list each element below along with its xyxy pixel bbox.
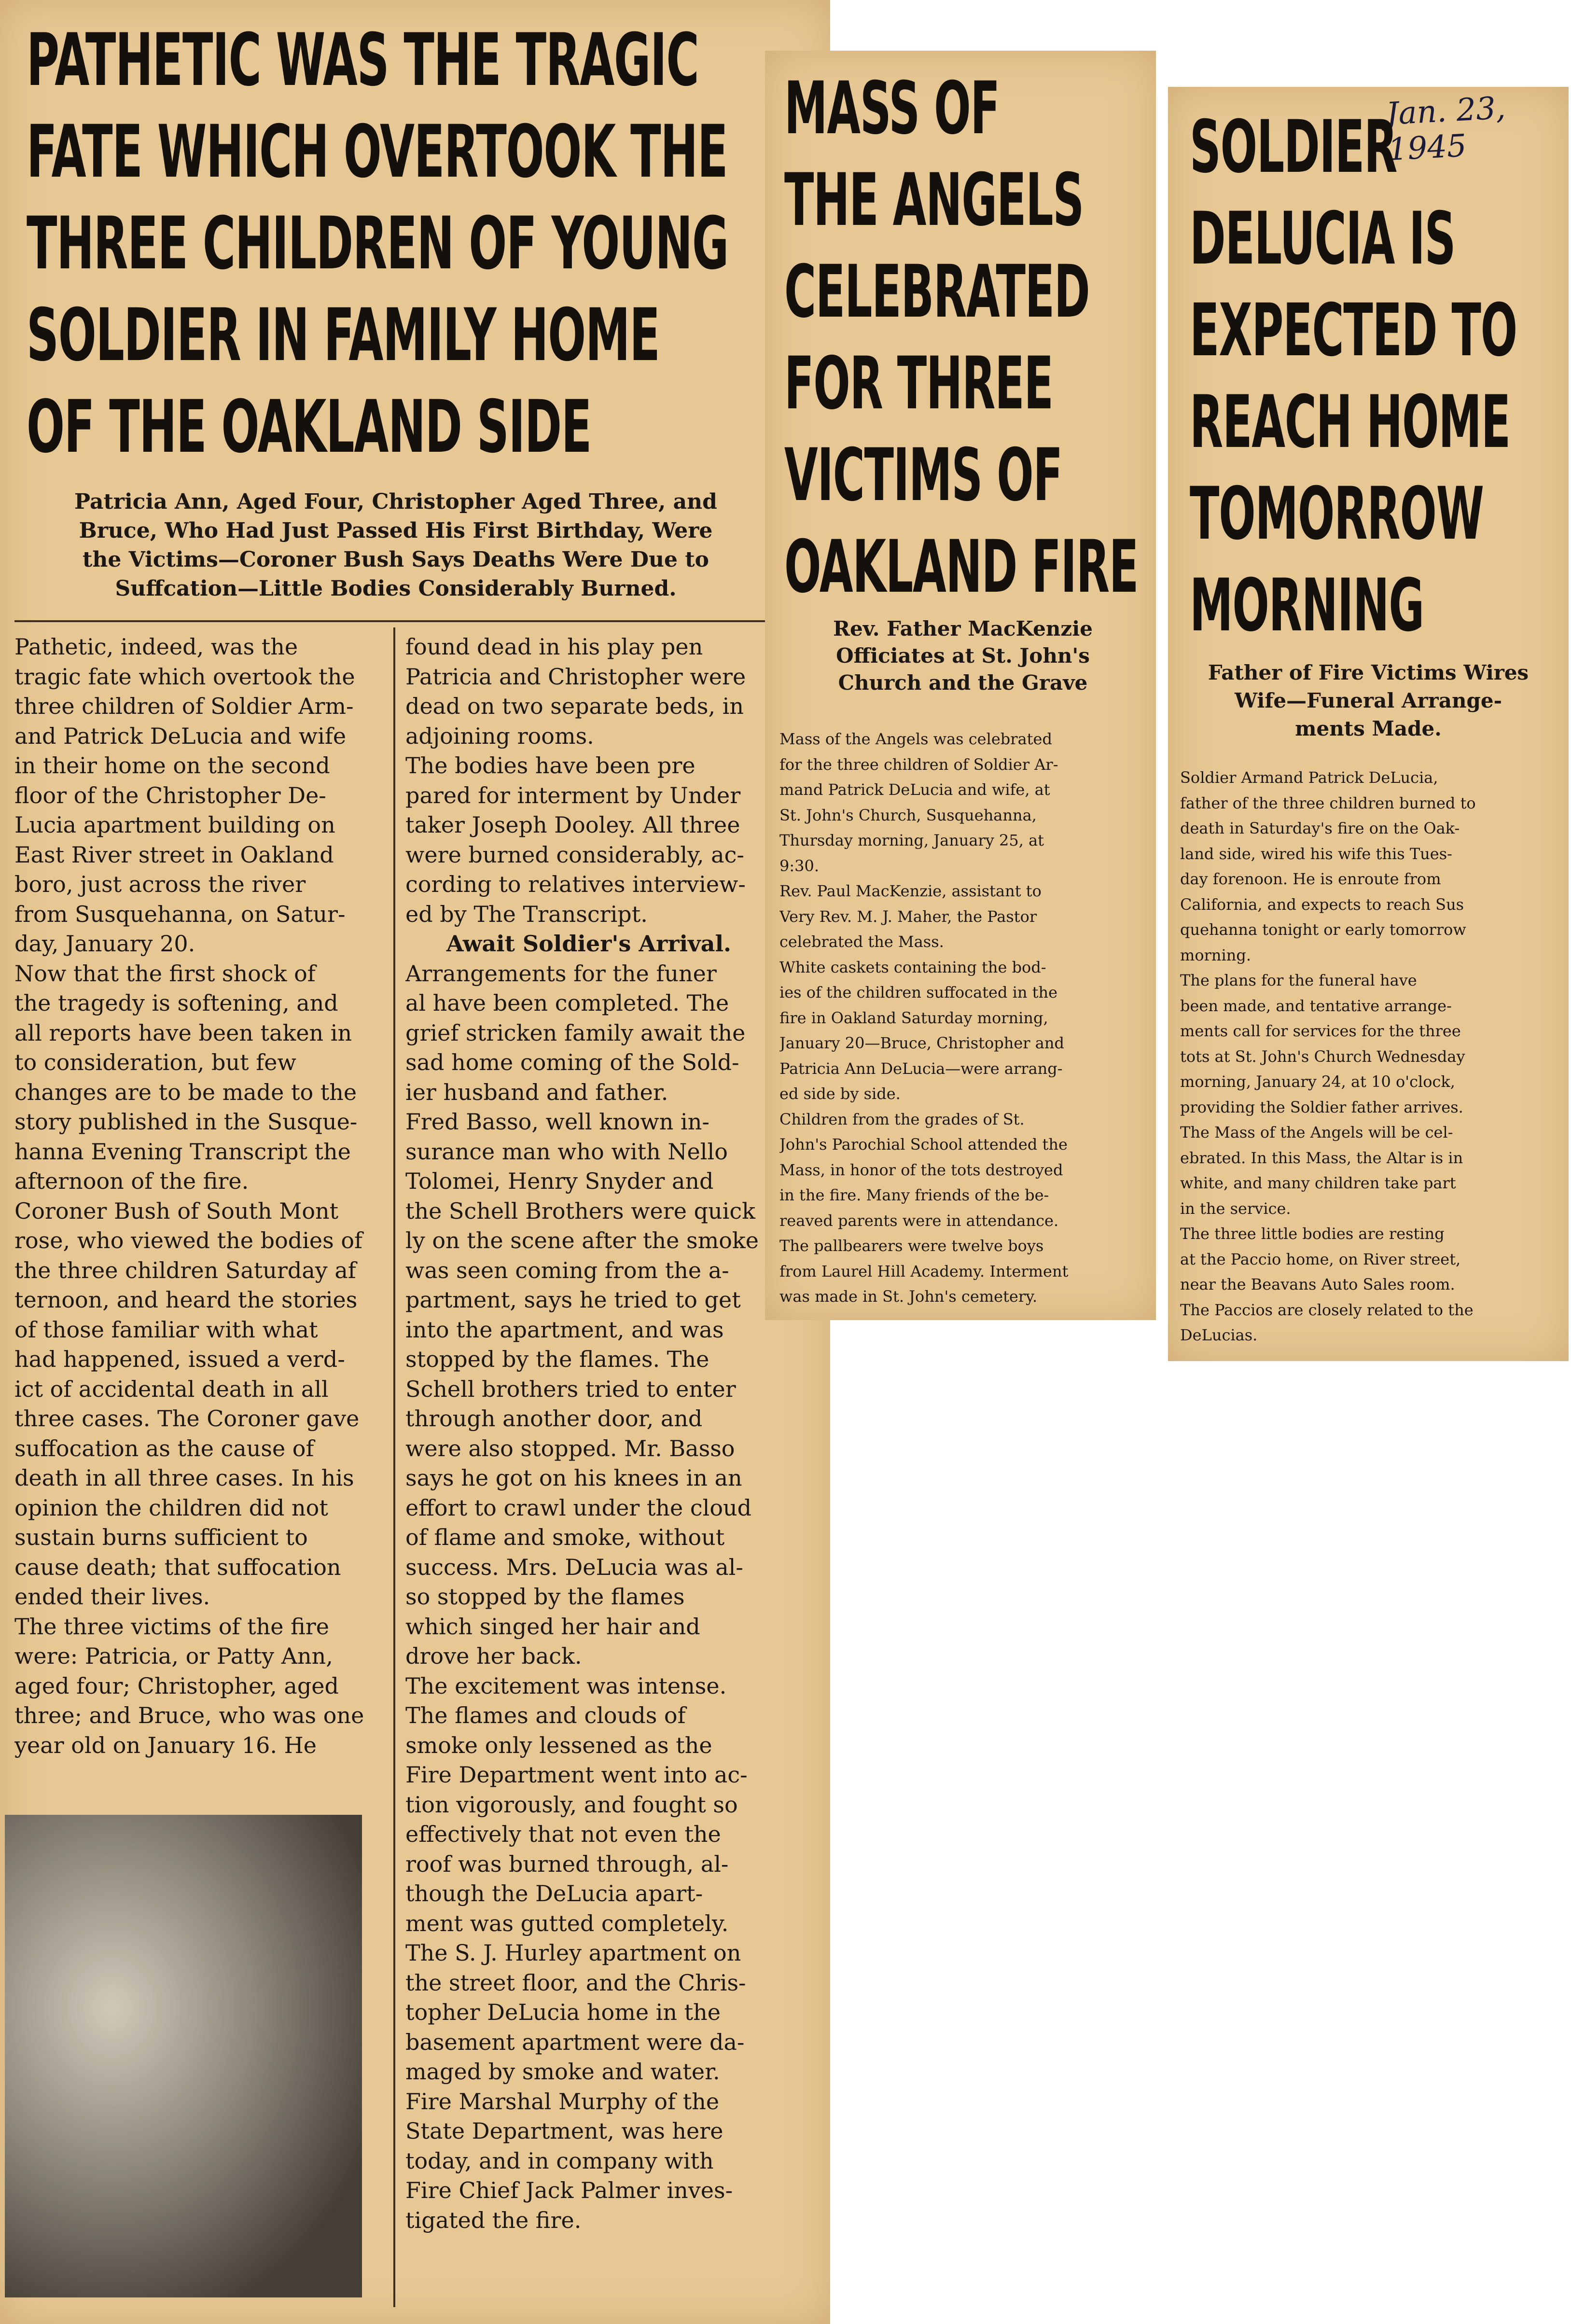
article-1-headline bbox=[27, 18, 729, 483]
newspaper-photo bbox=[5, 1815, 362, 2297]
body-line: State Department, was here bbox=[405, 2118, 723, 2144]
body-line: from Laurel Hill Academy. Interment bbox=[779, 1262, 1069, 1280]
body-line: tragic fate which overtook the bbox=[14, 663, 355, 690]
body-line: Coroner Bush of South Mont bbox=[14, 1197, 339, 1224]
body-line: sustain burns sufficient to bbox=[14, 1524, 308, 1550]
body-line: Thursday morning, January 25, at bbox=[779, 831, 1044, 849]
body-line: Tolomei, Henry Snyder and bbox=[405, 1168, 714, 1194]
body-line: ier husband and father. bbox=[405, 1079, 668, 1105]
body-line: had happened, issued a verd- bbox=[14, 1346, 345, 1372]
body-line: stopped by the flames. The bbox=[405, 1346, 709, 1372]
body-line: the Schell Brothers were quick bbox=[405, 1197, 756, 1224]
body-line: the street floor, and the Chris- bbox=[405, 1969, 746, 1996]
body-line: The three little bodies are resting bbox=[1180, 1225, 1445, 1243]
article-1-deck bbox=[29, 487, 763, 603]
body-line: The S. J. Hurley apartment on bbox=[405, 1940, 741, 1966]
body-line: Rev. Paul MacKenzie, assistant to bbox=[779, 882, 1042, 900]
body-line: death in all three cases. In his bbox=[14, 1465, 354, 1491]
deck-line: Patricia Ann, Aged Four, Christopher Aged Three, and bbox=[74, 489, 717, 514]
body-line: effort to crawl under the cloud bbox=[405, 1494, 752, 1521]
body-line: opinion the children did not bbox=[14, 1494, 328, 1521]
article-3-headline bbox=[1190, 105, 1517, 661]
body-line: John's Parochial School attended the bbox=[779, 1135, 1068, 1154]
body-line: The Paccios are closely related to the bbox=[1180, 1300, 1474, 1319]
body-line: in their home on the second bbox=[14, 752, 330, 779]
headline-line: VICTIMS OF bbox=[784, 433, 1062, 517]
body-line: Fire Marshal Murphy of the bbox=[405, 2088, 720, 2115]
body-line: all reports have been taken in bbox=[14, 1019, 352, 1046]
body-line: found dead in his play pen bbox=[405, 634, 703, 660]
body-line: Pathetic, indeed, was the bbox=[14, 634, 298, 660]
body-line: dead on two separate beds, in bbox=[405, 693, 744, 719]
body-line: ed side by side. bbox=[779, 1085, 901, 1103]
body-line: mand Patrick DeLucia and wife, at bbox=[779, 780, 1050, 799]
deck-line: Church and the Grave bbox=[838, 671, 1088, 695]
body-line: day forenoon. He is enroute from bbox=[1180, 870, 1441, 888]
body-line: Fire Chief Jack Palmer inves- bbox=[405, 2177, 733, 2203]
article-1-column-2 bbox=[405, 632, 772, 2235]
body-line: St. John's Church, Susquehanna, bbox=[779, 806, 1037, 824]
body-line: grief stricken family await the bbox=[405, 1019, 746, 1046]
body-line: floor of the Christopher De- bbox=[14, 782, 326, 808]
body-line: morning. bbox=[1180, 946, 1251, 964]
body-line: White caskets containing the bod- bbox=[779, 958, 1046, 976]
body-line: Now that the first shock of bbox=[14, 960, 316, 987]
body-line: Lucia apartment building on bbox=[14, 812, 335, 838]
body-line: maged by smoke and water. bbox=[405, 2059, 720, 2085]
body-line: basement apartment were da- bbox=[405, 2029, 745, 2055]
body-line: The excitement was intense. bbox=[405, 1672, 727, 1699]
body-line: the tragedy is softening, and bbox=[14, 990, 338, 1016]
body-line: Fred Basso, well known in- bbox=[405, 1109, 709, 1135]
column-rule bbox=[393, 627, 395, 2307]
headline-line: FATE WHICH OVERTOOK THE bbox=[27, 110, 728, 194]
body-line: been made, and tentative arrange- bbox=[1180, 996, 1452, 1015]
body-line: ended their lives. bbox=[14, 1584, 210, 1610]
body-line: ies of the children suffocated in the bbox=[779, 983, 1058, 1002]
headline-line: EXPECTED TO bbox=[1190, 289, 1517, 373]
body-line: ments call for services for the three bbox=[1180, 1022, 1461, 1040]
body-line: in the fire. Many friends of the be- bbox=[779, 1186, 1049, 1204]
headline-line: TOMORROW bbox=[1190, 472, 1484, 556]
body-line: Patricia Ann DeLucia—were arrang- bbox=[779, 1059, 1063, 1078]
body-line: ternoon, and heard the stories bbox=[14, 1287, 358, 1313]
headline-line: DELUCIA IS bbox=[1190, 197, 1456, 281]
body-line: were also stopped. Mr. Basso bbox=[405, 1435, 735, 1461]
body-line: surance man who with Nello bbox=[405, 1138, 728, 1165]
headline-line: CELEBRATED bbox=[784, 250, 1090, 334]
body-line: success. Mrs. DeLucia was al- bbox=[405, 1554, 743, 1580]
article-3-deck bbox=[1178, 659, 1559, 743]
body-line: Schell brothers tried to enter bbox=[405, 1376, 736, 1402]
body-line: aged four; Christopher, aged bbox=[14, 1672, 339, 1699]
handwritten-date: Jan. 23, 1945 bbox=[1385, 90, 1507, 168]
body-line: hanna Evening Transcript the bbox=[14, 1138, 351, 1165]
body-line: taker Joseph Dooley. All three bbox=[405, 812, 740, 838]
headline-line: THREE CHILDREN OF YOUNG bbox=[27, 202, 729, 286]
body-line: The Mass of the Angels will be cel- bbox=[1180, 1123, 1453, 1141]
body-line: into the apartment, and was bbox=[405, 1316, 724, 1343]
body-line: pared for interment by Under bbox=[405, 782, 741, 808]
body-line: morning, January 24, at 10 o'clock, bbox=[1180, 1072, 1455, 1091]
body-line: from Susquehanna, on Satur- bbox=[14, 901, 346, 927]
body-line: through another door, and bbox=[405, 1406, 703, 1432]
body-line: at the Paccio home, on River street, bbox=[1180, 1250, 1461, 1268]
body-line: roof was burned through, al- bbox=[405, 1851, 729, 1877]
body-line: partment, says he tried to get bbox=[405, 1287, 741, 1313]
body-line: reaved parents were in attendance. bbox=[779, 1211, 1059, 1230]
body-line: quehanna tonight or early tomorrow bbox=[1180, 920, 1466, 939]
body-line: ict of accidental death in all bbox=[14, 1376, 329, 1402]
body-line: smoke only lessened as the bbox=[405, 1732, 712, 1758]
headline-line: MORNING bbox=[1190, 564, 1424, 648]
body-line: The pallbearers were twelve boys bbox=[779, 1237, 1044, 1255]
body-line: 9:30. bbox=[779, 856, 820, 875]
headline-line: PATHETIC WAS THE TRAGIC bbox=[27, 18, 699, 102]
body-line: were burned considerably, ac- bbox=[405, 841, 744, 868]
deck-line: Wife—Funeral Arrange- bbox=[1234, 689, 1502, 712]
deck-line: Bruce, Who Had Just Passed His First Birthday, Were bbox=[79, 518, 713, 543]
body-line: and Patrick DeLucia and wife bbox=[14, 723, 347, 749]
body-line: drove her back. bbox=[405, 1643, 582, 1669]
body-line: Children from the grades of St. bbox=[779, 1110, 1025, 1128]
subheading: Await Soldier's Arrival. bbox=[446, 931, 732, 957]
body-line: suffocation as the cause of bbox=[14, 1435, 314, 1461]
body-line: California, and expects to reach Sus bbox=[1180, 895, 1464, 914]
headline-line: THE ANGELS bbox=[784, 158, 1084, 242]
body-line: says he got on his knees in an bbox=[405, 1465, 742, 1491]
body-line: effectively that not even the bbox=[405, 1821, 721, 1847]
body-line: ed by The Transcript. bbox=[405, 901, 648, 927]
body-line: sad home coming of the Sold- bbox=[405, 1049, 739, 1075]
body-line: tigated the fire. bbox=[405, 2207, 582, 2233]
body-line: death in Saturday's fire on the Oak- bbox=[1180, 819, 1460, 837]
body-line: in the service. bbox=[1180, 1199, 1291, 1218]
body-line: tots at St. John's Church Wednesday bbox=[1180, 1047, 1465, 1066]
body-line: rose, who viewed the bodies of bbox=[14, 1227, 363, 1253]
bleed-through-text bbox=[19, 1791, 25, 1812]
body-line: topher DeLucia home in the bbox=[405, 1999, 721, 2025]
deck-line: the Victims—Coroner Bush Says Deaths Were Due to bbox=[83, 547, 709, 572]
body-line: al have been completed. The bbox=[405, 990, 729, 1016]
body-line: of flame and smoke, without bbox=[405, 1524, 725, 1550]
article-2-body bbox=[779, 726, 1146, 1309]
deck-line: Suffcation—Little Bodies Considerably Burned. bbox=[115, 576, 677, 601]
body-line: today, and in company with bbox=[405, 2147, 714, 2174]
body-line: though the DeLucia apart- bbox=[405, 1880, 703, 1907]
body-line: Mass of the Angels was celebrated bbox=[779, 730, 1052, 748]
body-line: year old on January 16. He bbox=[14, 1732, 317, 1758]
deck-line: Rev. Father MacKenzie bbox=[833, 617, 1093, 640]
body-line: The plans for the funeral have bbox=[1180, 971, 1417, 989]
body-line: fire in Oakland Saturday morning, bbox=[779, 1008, 1048, 1027]
body-line: father of the three children burned to bbox=[1180, 793, 1476, 812]
body-line: East River street in Oakland bbox=[14, 841, 334, 868]
body-line: the three children Saturday af bbox=[14, 1257, 356, 1283]
body-line: of those familiar with what bbox=[14, 1316, 318, 1343]
body-line: The three victims of the fire bbox=[14, 1613, 330, 1640]
deck-rule bbox=[14, 620, 767, 622]
body-line: to consideration, but few bbox=[14, 1049, 296, 1075]
body-line: afternoon of the fire. bbox=[14, 1168, 249, 1194]
headline-line: SOLDIER bbox=[1190, 105, 1397, 189]
body-line: celebrated the Mass. bbox=[779, 932, 944, 951]
body-line: white, and many children take part bbox=[1180, 1174, 1456, 1192]
body-line: near the Beavans Auto Sales room. bbox=[1180, 1275, 1455, 1294]
article-2-headline bbox=[784, 67, 1139, 623]
headline-line: OF THE OAKLAND SIDE bbox=[27, 385, 592, 469]
body-line: three; and Bruce, who was one bbox=[14, 1702, 364, 1728]
body-line: story published in the Susque- bbox=[14, 1109, 358, 1135]
body-line: which singed her hair and bbox=[405, 1613, 700, 1640]
body-line: tion vigorously, and fought so bbox=[405, 1791, 738, 1818]
body-line: land side, wired his wife this Tues- bbox=[1180, 844, 1452, 863]
body-line: three children of Soldier Arm- bbox=[14, 693, 354, 719]
body-line: Very Rev. M. J. Maher, the Pastor bbox=[779, 907, 1037, 926]
body-line: ment was gutted completely. bbox=[405, 1910, 729, 1936]
headline-line: FOR THREE bbox=[784, 342, 1053, 426]
body-line: January 20—Bruce, Christopher and bbox=[779, 1034, 1064, 1052]
deck-line: Officiates at St. John's bbox=[836, 644, 1090, 668]
body-line: Arrangements for the funer bbox=[405, 960, 717, 987]
body-line: were: Patricia, or Patty Ann, bbox=[14, 1643, 333, 1669]
deck-line: ments Made. bbox=[1295, 717, 1442, 740]
body-line: DeLucias. bbox=[1180, 1326, 1258, 1344]
body-line: three cases. The Coroner gave bbox=[14, 1406, 360, 1432]
body-line: Fire Department went into ac- bbox=[405, 1762, 748, 1788]
body-line: Soldier Armand Patrick DeLucia, bbox=[1180, 768, 1438, 787]
body-line: day, January 20. bbox=[14, 931, 195, 957]
headline-line: SOLDIER IN FAMILY HOME bbox=[27, 293, 660, 377]
body-line: ebrated. In this Mass, the Altar is in bbox=[1180, 1148, 1463, 1167]
body-line: boro, just across the river bbox=[14, 871, 306, 897]
article-2-deck bbox=[777, 615, 1149, 696]
body-line: so stopped by the flames bbox=[405, 1584, 685, 1610]
headline-line: REACH HOME bbox=[1190, 380, 1511, 464]
headline-line: MASS OF bbox=[784, 67, 1000, 151]
body-line: was seen coming from the a- bbox=[405, 1257, 729, 1283]
headline-line: OAKLAND FIRE bbox=[784, 525, 1139, 609]
body-line: The flames and clouds of bbox=[405, 1702, 686, 1728]
article-3-body bbox=[1180, 765, 1557, 1348]
article-1-column-1 bbox=[14, 632, 389, 1760]
body-line: for the three children of Soldier Ar- bbox=[779, 755, 1058, 774]
body-line: providing the Soldier father arrives. bbox=[1180, 1098, 1463, 1116]
body-line: changes are to be made to the bbox=[14, 1079, 357, 1105]
body-line: ly on the scene after the smoke bbox=[405, 1227, 759, 1253]
body-line: Patricia and Christopher were bbox=[405, 663, 746, 690]
body-line: The bodies have been pre bbox=[405, 752, 695, 779]
body-line: cording to relatives interview- bbox=[405, 871, 746, 897]
deck-line: Father of Fire Victims Wires bbox=[1208, 661, 1529, 684]
body-line: Mass, in honor of the tots destroyed bbox=[779, 1160, 1063, 1179]
body-line: cause death; that suffocation bbox=[14, 1554, 341, 1580]
body-line: adjoining rooms. bbox=[405, 723, 594, 749]
body-line: was made in St. John's cemetery. bbox=[779, 1287, 1038, 1306]
